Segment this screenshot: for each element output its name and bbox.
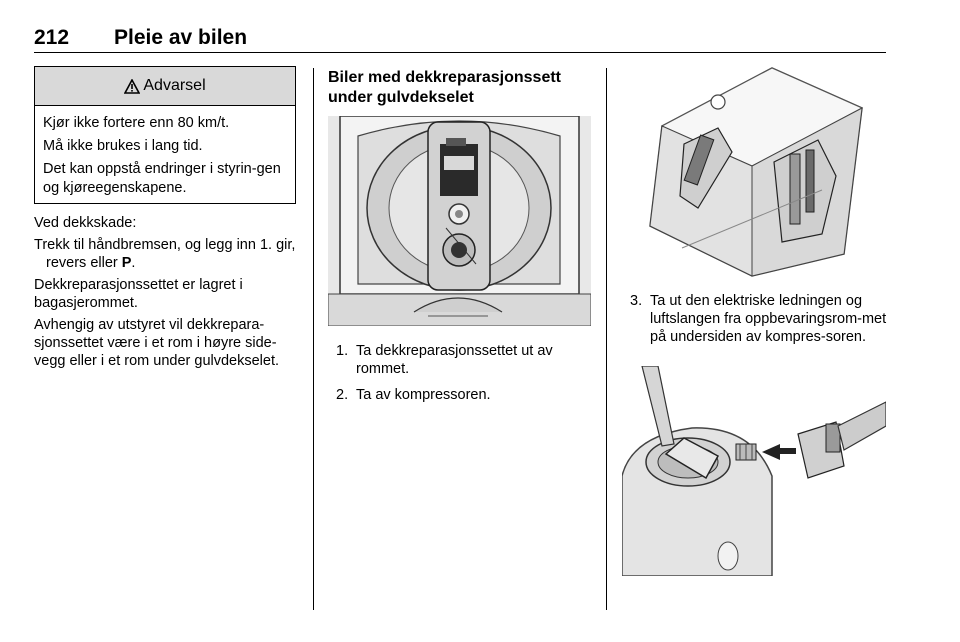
step-1 (336, 342, 598, 378)
warning-header (35, 67, 295, 106)
step-2-text: Ta av kompressoren. (356, 387, 491, 403)
step-3-number: 3. (630, 293, 643, 309)
steps-column-2 (336, 342, 598, 412)
step-2-number: 2. (336, 387, 349, 403)
warning-line-1: Kjør ikke fortere enn 80 km/t. (43, 115, 230, 131)
figure-compressor-box (622, 66, 886, 278)
paragraph-equipment: Avhengig av utstyret vil dekkrepara-sjonssettet være i et rom i høyre side-vegg eller i et rom under gulvdekselet. (34, 317, 280, 369)
page-number: 212 (34, 26, 70, 49)
steps-column-3 (630, 292, 888, 354)
page-title: Pleie av bilen (114, 26, 248, 49)
paragraph-handbrake: Trekk til håndbremsen, og legg inn 1. gir, revers eller P. (34, 237, 296, 271)
step-1-number: 1. (336, 343, 349, 359)
figure-hose-connection (622, 366, 886, 576)
figure-floor-compartment (328, 116, 591, 326)
column-divider-2 (606, 68, 607, 610)
paragraph-damage: Ved dekkskade: (34, 215, 137, 231)
warning-triangle-icon (124, 79, 140, 94)
warning-title: Advarsel (143, 77, 206, 94)
section-heading: Biler med dekkreparasjonssett under gulvdekselet (328, 69, 561, 106)
warning-body (35, 106, 295, 198)
warning-line-3: Det kan oppstå endringer i styrin-gen og kjøreegenskapene. (43, 161, 281, 196)
warning-line-2: Må ikke brukes i lang tid. (43, 138, 203, 154)
step-3-text: Ta ut den elektriske ledningen og luftslangen fra oppbevaringsrom-met på undersiden av kompres-soren. (650, 293, 887, 345)
step-3 (630, 292, 888, 346)
step-1-text: Ta dekkreparasjonssettet ut av rommet. (356, 343, 553, 377)
column-divider-1 (313, 68, 314, 610)
column-1-text (34, 214, 302, 374)
step-2 (336, 386, 598, 404)
header-rule (34, 52, 886, 53)
warning-box (34, 66, 296, 204)
paragraph-storage: Dekkreparasjonssettet er lagret i bagasjerommet. (34, 277, 243, 311)
